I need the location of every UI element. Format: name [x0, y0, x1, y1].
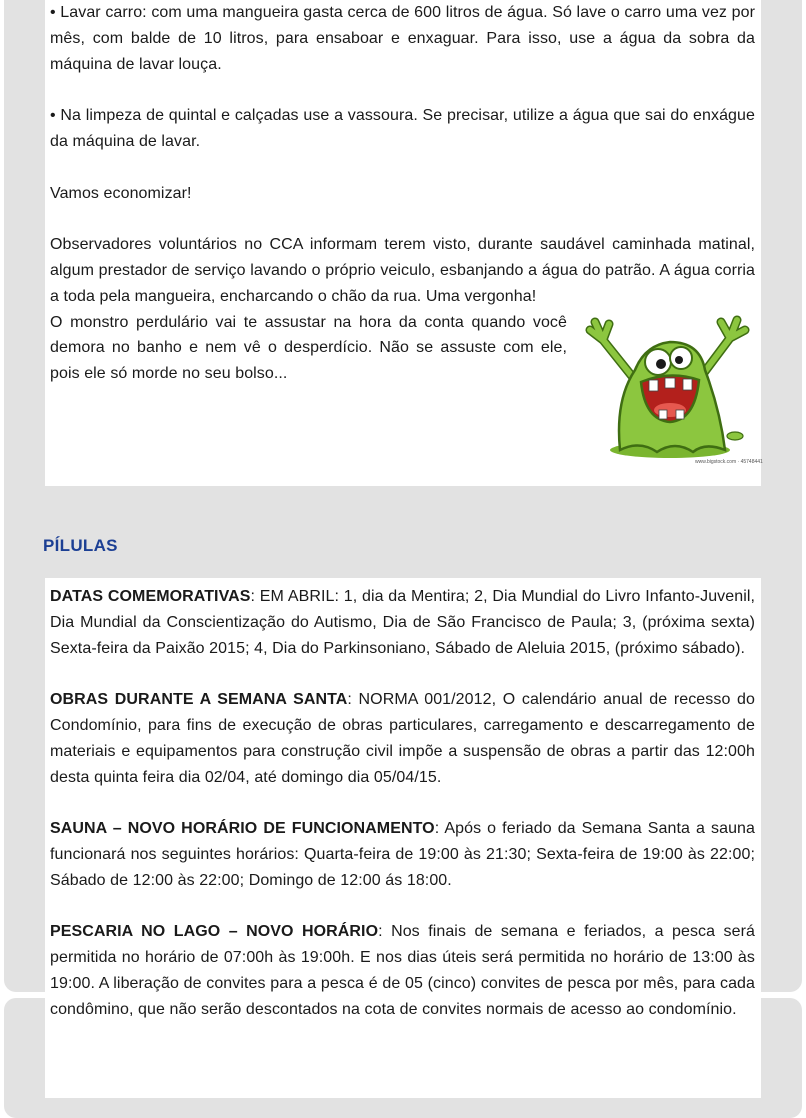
- pilula-heading: PESCARIA NO LAGO – NOVO HORÁRIO: [50, 923, 379, 941]
- pilula-heading: DATAS COMEMORATIVAS: [50, 588, 251, 605]
- pilula-heading: OBRAS DURANTE A SEMANA SANTA: [50, 691, 348, 709]
- image-caption: www.bigstock.com · 45748441: [695, 458, 763, 465]
- pilula-heading: SAUNA – NOVO HORÁRIO DE FUNCIONAMENTO: [50, 820, 435, 838]
- tip-wash-car: • Lavar carro: com uma mangueira gasta cerca de 600 litros de água. Só lave o carro uma vez por mês, com balde de 10 litros, para ensaboar e enxaguar. Para isso, use a água da sobra da máquina de lavar louça.: [50, 4, 755, 73]
- tip-yard-cleaning: • Na limpeza de quintal e calçadas use a vassoura. Se precisar, utilize a água que sai do enxágue da máquina de lavar.: [50, 107, 755, 150]
- pilula-datas: [50, 584, 755, 661]
- pilula-text: : Nos finais de semana e feriados, a pesca será permitida no horário de 07:00h às 19:00h. E nos dias úteis será permitida no horário de 13:00 às 19:00. A liberação de convites para a pesca é de 05 (cinco) convites de pesca por mês, para cada condômino, que não serão descontados na cota de convites normais de acesso ao condomínio.: [50, 923, 755, 1018]
- pilulas-card: [45, 578, 761, 1098]
- section-title: PÍLULAS: [43, 536, 118, 555]
- observers-paragraph: Observadores voluntários no CCA informam terem visto, durante saudável caminhada matinal, algum prestador de serviço lavando o próprio veiculo, esbanjando a água do patrão. A água corria a toda pela mangueira, encharcando o chão da rua. Uma vergonha!: [50, 236, 755, 305]
- monster-paragraph: O monstro perdulário vai te assustar na hora da conta quando você demora no banho e nem vê o desperdício. Não se assuste com ele, pois ele só morde no seu bolso...: [50, 313, 567, 383]
- article-card: [45, 0, 761, 486]
- call-to-action: Vamos economizar!: [50, 184, 192, 202]
- pilula-obras: [50, 687, 755, 790]
- pilula-pescaria: [50, 919, 755, 1022]
- pilula-text: : EM ABRIL: 1, dia da Mentira; 2, Dia Mundial do Livro Infanto-Juvenil, Dia Mundial da Conscientização do Autismo, Dia de São Francisco de Paula; 3, (próxima sexta) Sexta-feira da Paixão 2015; 4, Dia do Parkinsoniano, Sábado de Aleluia 2015, (próximo sábado).: [50, 588, 755, 657]
- pilula-text: : Após o feriado da Semana Santa a sauna funcionará nos seguintes horários: Quarta-feira de 19:00 às 21:30; Sexta-feira de 19:00 às 22:00; Sábado de 12:00 às 22:00; Domingo de 12:00 ás 18:00.: [50, 820, 756, 889]
- green-monster-icon: [575, 310, 763, 466]
- pilula-sauna: [50, 816, 755, 893]
- pilula-text: : NORMA 001/2012, O calendário anual de recesso do Condomínio, para fins de execução de obras particulares, carregamento e descarregamento de materiais e equipamentos para construção civil impõe a suspensão de obras a partir das 12:00h desta quinta feira dia 02/04, até domingo dia 05/04/15.: [50, 691, 755, 786]
